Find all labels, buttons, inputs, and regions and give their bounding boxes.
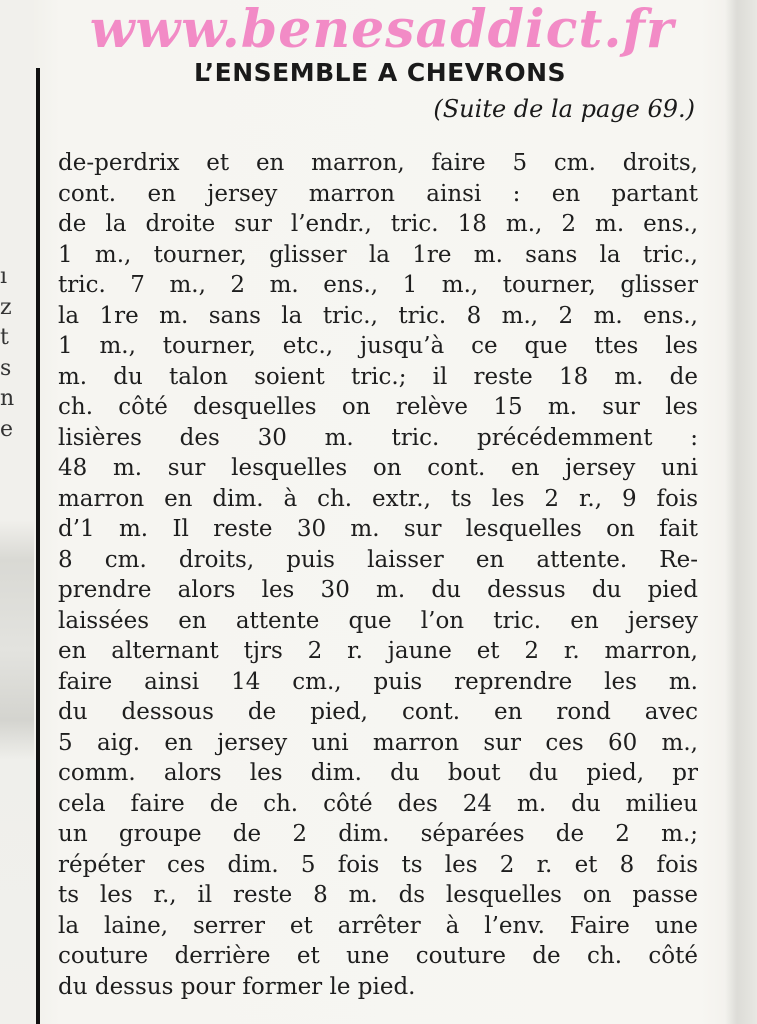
body-line: m. du talon soient tric.; il reste 18 m. de (58, 363, 698, 390)
adjacent-page-strip (0, 0, 34, 1024)
body-line: cont. en jersey marron ainsi : en partant (58, 180, 698, 207)
body-line: lisières des 30 m. tric. précédemment : (58, 424, 698, 451)
body-line: comm. alors les dim. du bout du pied, pr (58, 760, 698, 786)
body-line: de la droite sur l’endr., tric. 18 m., 2 m. ens., (58, 211, 698, 237)
body-line: tric. 7 m., 2 m. ens., 1 m., tourner, glisser (58, 272, 698, 298)
body-line: ts les r., il reste 8 m. ds lesquelles on passe (58, 882, 698, 908)
body-line: en alternant tjrs 2 r. jaune et 2 r. marron, (58, 638, 698, 664)
body-line: laissées en attente que l’on tric. en jersey (58, 607, 698, 634)
fragment-letter: n (0, 386, 14, 411)
body-line: 8 cm. droits, puis laisser en attente. Re- (58, 546, 698, 573)
body-line: un groupe de 2 dim. séparées de 2 m.; (58, 821, 698, 847)
body-line: prendre alors les 30 m. du dessus du pied (58, 577, 698, 603)
fragment-letter: e (0, 416, 14, 442)
body-line: marron en dim. à ch. extr., ts les 2 r., 9 fois (58, 485, 698, 512)
body-line: cela faire de ch. côté des 24 m. du milieu (58, 790, 698, 817)
body-line: de-perdrix et en marron, faire 5 cm. droits, (58, 150, 698, 176)
fragment-letter: s (0, 355, 12, 381)
page-edge-shadow (725, 0, 757, 1024)
body-line: faire ainsi 14 cm., puis reprendre les m. (58, 668, 698, 695)
body-line: ch. côté desquelles on relève 15 m. sur les (58, 394, 698, 420)
body-line: la 1re m. sans la tric., tric. 8 m., 2 m. ens., (58, 302, 698, 329)
body-line: 1 m., tourner, etc., jusqu’à ce que ttes les (58, 333, 698, 359)
body-line: 48 m. sur lesquelles on cont. en jersey uni (58, 455, 698, 481)
fragment-letter: ı (0, 264, 8, 289)
fragment-letter: z (0, 294, 12, 320)
body-line: du dessus pour former le pied. (58, 973, 416, 1000)
article-body (58, 148, 698, 1002)
continuation-note: (Suite de la page 69.) (433, 95, 695, 123)
body-line: répéter ces dim. 5 fois ts les 2 r. et 8 fois (58, 851, 698, 878)
article-heading: L’ENSEMBLE A CHEVRONS (193, 58, 567, 87)
body-line: couture derrière et une couture de ch. côté (58, 943, 698, 969)
adjacent-column-fragments (0, 262, 14, 445)
body-line: 1 m., tourner, glisser la 1re m. sans la tric., (58, 241, 698, 268)
watermark-url: www.benesaddict.fr (89, 0, 675, 60)
fragment-letter: t (0, 325, 9, 350)
body-line: 5 aig. en jersey uni marron sur ces 60 m., (58, 729, 698, 756)
body-line: d’1 m. Il reste 30 m. sur lesquelles on fait (58, 516, 698, 542)
body-line: la laine, serrer et arrêter à l’env. Faire une (58, 912, 698, 939)
body-line: du dessous de pied, cont. en rond avec (58, 699, 698, 725)
column-divider-rule (36, 68, 40, 1024)
